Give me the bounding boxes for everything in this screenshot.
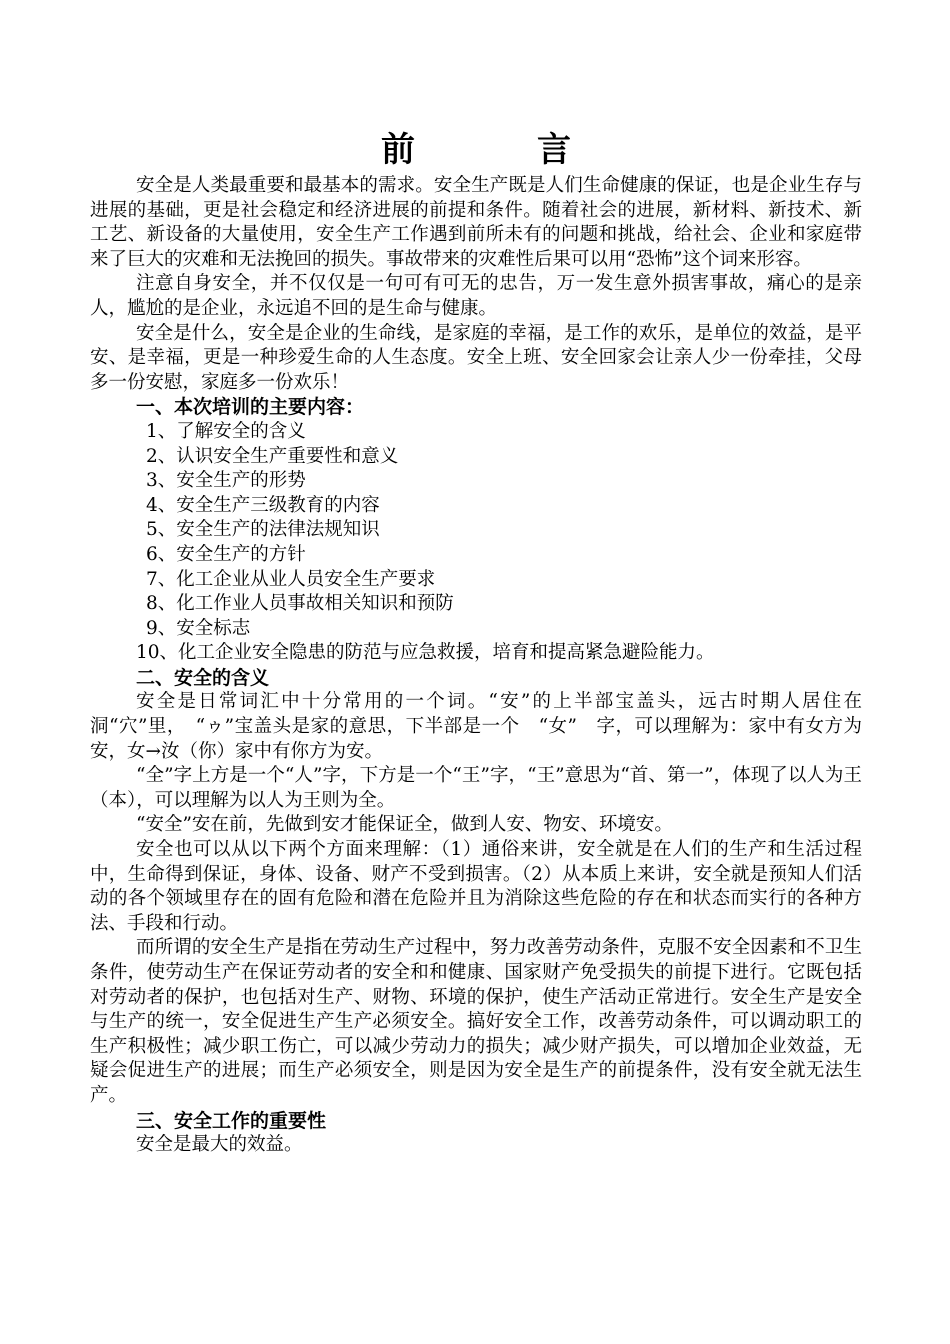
list-item: 8、化工作业人员事故相关知识和预防: [146, 593, 454, 615]
section-heading-training-content: 一、本次培训的主要内容：: [136, 396, 365, 419]
training-content-list: [90, 420, 862, 666]
list-item: 6、安全生产的方针: [146, 543, 306, 565]
list-item: 1、了解安全的含义: [146, 420, 306, 442]
preface-paragraph-3: 安全是什么，安全是企业的生命线，是家庭的幸福，是工作的欢乐，是单位的效益，是平安、是幸福，更是一种珍爱生命的人生态度。安全上班、安全回家会让亲人少一份牵挂，父母多一份安慰，家庭多一份欢乐！: [90, 322, 862, 393]
document-page: [90, 128, 862, 1158]
list-item: 3、安全生产的形势: [146, 470, 306, 492]
list-item: 4、安全生产三级教育的内容: [146, 494, 380, 516]
list-item: 2、认识安全生产重要性和意义: [146, 445, 399, 467]
list-item: 9、安全标志: [146, 617, 251, 639]
list-item: 5、安全生产的法律法规知识: [146, 519, 380, 541]
meaning-paragraph-2: “全”字上方是一个“人”字，下方是一个“王”字，“王”意思为“首、第一”，体现了以人为王（本），可以理解为以人为王则为全。: [90, 765, 862, 811]
list-item: 10、化工企业安全隐患的防范与应急救援，培育和提高紧急避险能力。: [136, 642, 715, 664]
list-item: 7、化工企业从业人员安全生产要求: [146, 568, 436, 590]
meaning-paragraph-4: 安全也可以从以下两个方面来理解：（1）通俗来讲，安全就是在人们的生产和生活过程中，生命得到保证，身体、设备、财产不受到损害。（2）从本质上来讲，安全就是预知人们活动的各个领域里存在的固有危险和潜在危险并且为消除这些危险的存在和状态而实行的各种方法、手段和行动。: [90, 839, 862, 934]
section-heading-importance-of-safety: 三、安全工作的重要性: [136, 1109, 327, 1132]
meaning-paragraph-5: 而所谓的安全生产是指在劳动生产过程中，努力改善劳动条件，克服不安全因素和不卫生条件，使劳动生产在保证劳动者的安全和和健康、国家财产免受损失的前提下进行。它既包括对劳动者的保护，也包括对生产、财物、环境的保护，使生产活动正常进行。安全生产是安全与生产的统一，安全促进生产生产必须安全。搞好安全工作，改善劳动条件，可以调动职工的生产积极性；减少职工伤亡，可以减少劳动力的损失；减少财产损失，可以增加企业效益，无疑会促进生产的进展；而生产必须安全，则是因为安全是生产的前提条件，没有安全就无法生产。: [90, 937, 862, 1106]
meaning-paragraph-1: 安全是日常词汇中十分常用的一个词。“安”的上半部宝盖头，远古时期人居住在洞“穴”里， “ゥ”宝盖头是家的意思，下半部是一个 “女” 字，可以理解为：家中有女方为安，女→汝（你）家中有你方为安。: [90, 691, 862, 762]
page-title: 前 言: [381, 130, 615, 170]
preface-paragraph-2: 注意自身安全，并不仅仅是一句可有可无的忠告，万一发生意外损害事故，痛心的是亲人，尴尬的是企业，永远追不回的是生命与健康。: [90, 273, 862, 319]
meaning-paragraph-3: “安全”安在前，先做到安才能保证全，做到人安、物安、环境安。: [136, 814, 673, 836]
preface-paragraph-1: 安全是人类最重要和最基本的需求。安全生产既是人们生命健康的保证，也是企业生存与进展的基础，更是社会稳定和经济进展的前提和条件。随着社会的进展，新材料、新技术、新工艺、新设备的大量使用，安全生产工作遇到前所未有的问题和挑战，给社会、企业和家庭带来了巨大的灾难和无法挽回的损失。事故带来的灾难性后果可以用“恐怖”这个词来形容。: [90, 175, 862, 270]
section-heading-meaning-of-safety: 二、安全的含义: [136, 666, 270, 689]
importance-paragraph-1: 安全是最大的效益。: [136, 1134, 303, 1156]
